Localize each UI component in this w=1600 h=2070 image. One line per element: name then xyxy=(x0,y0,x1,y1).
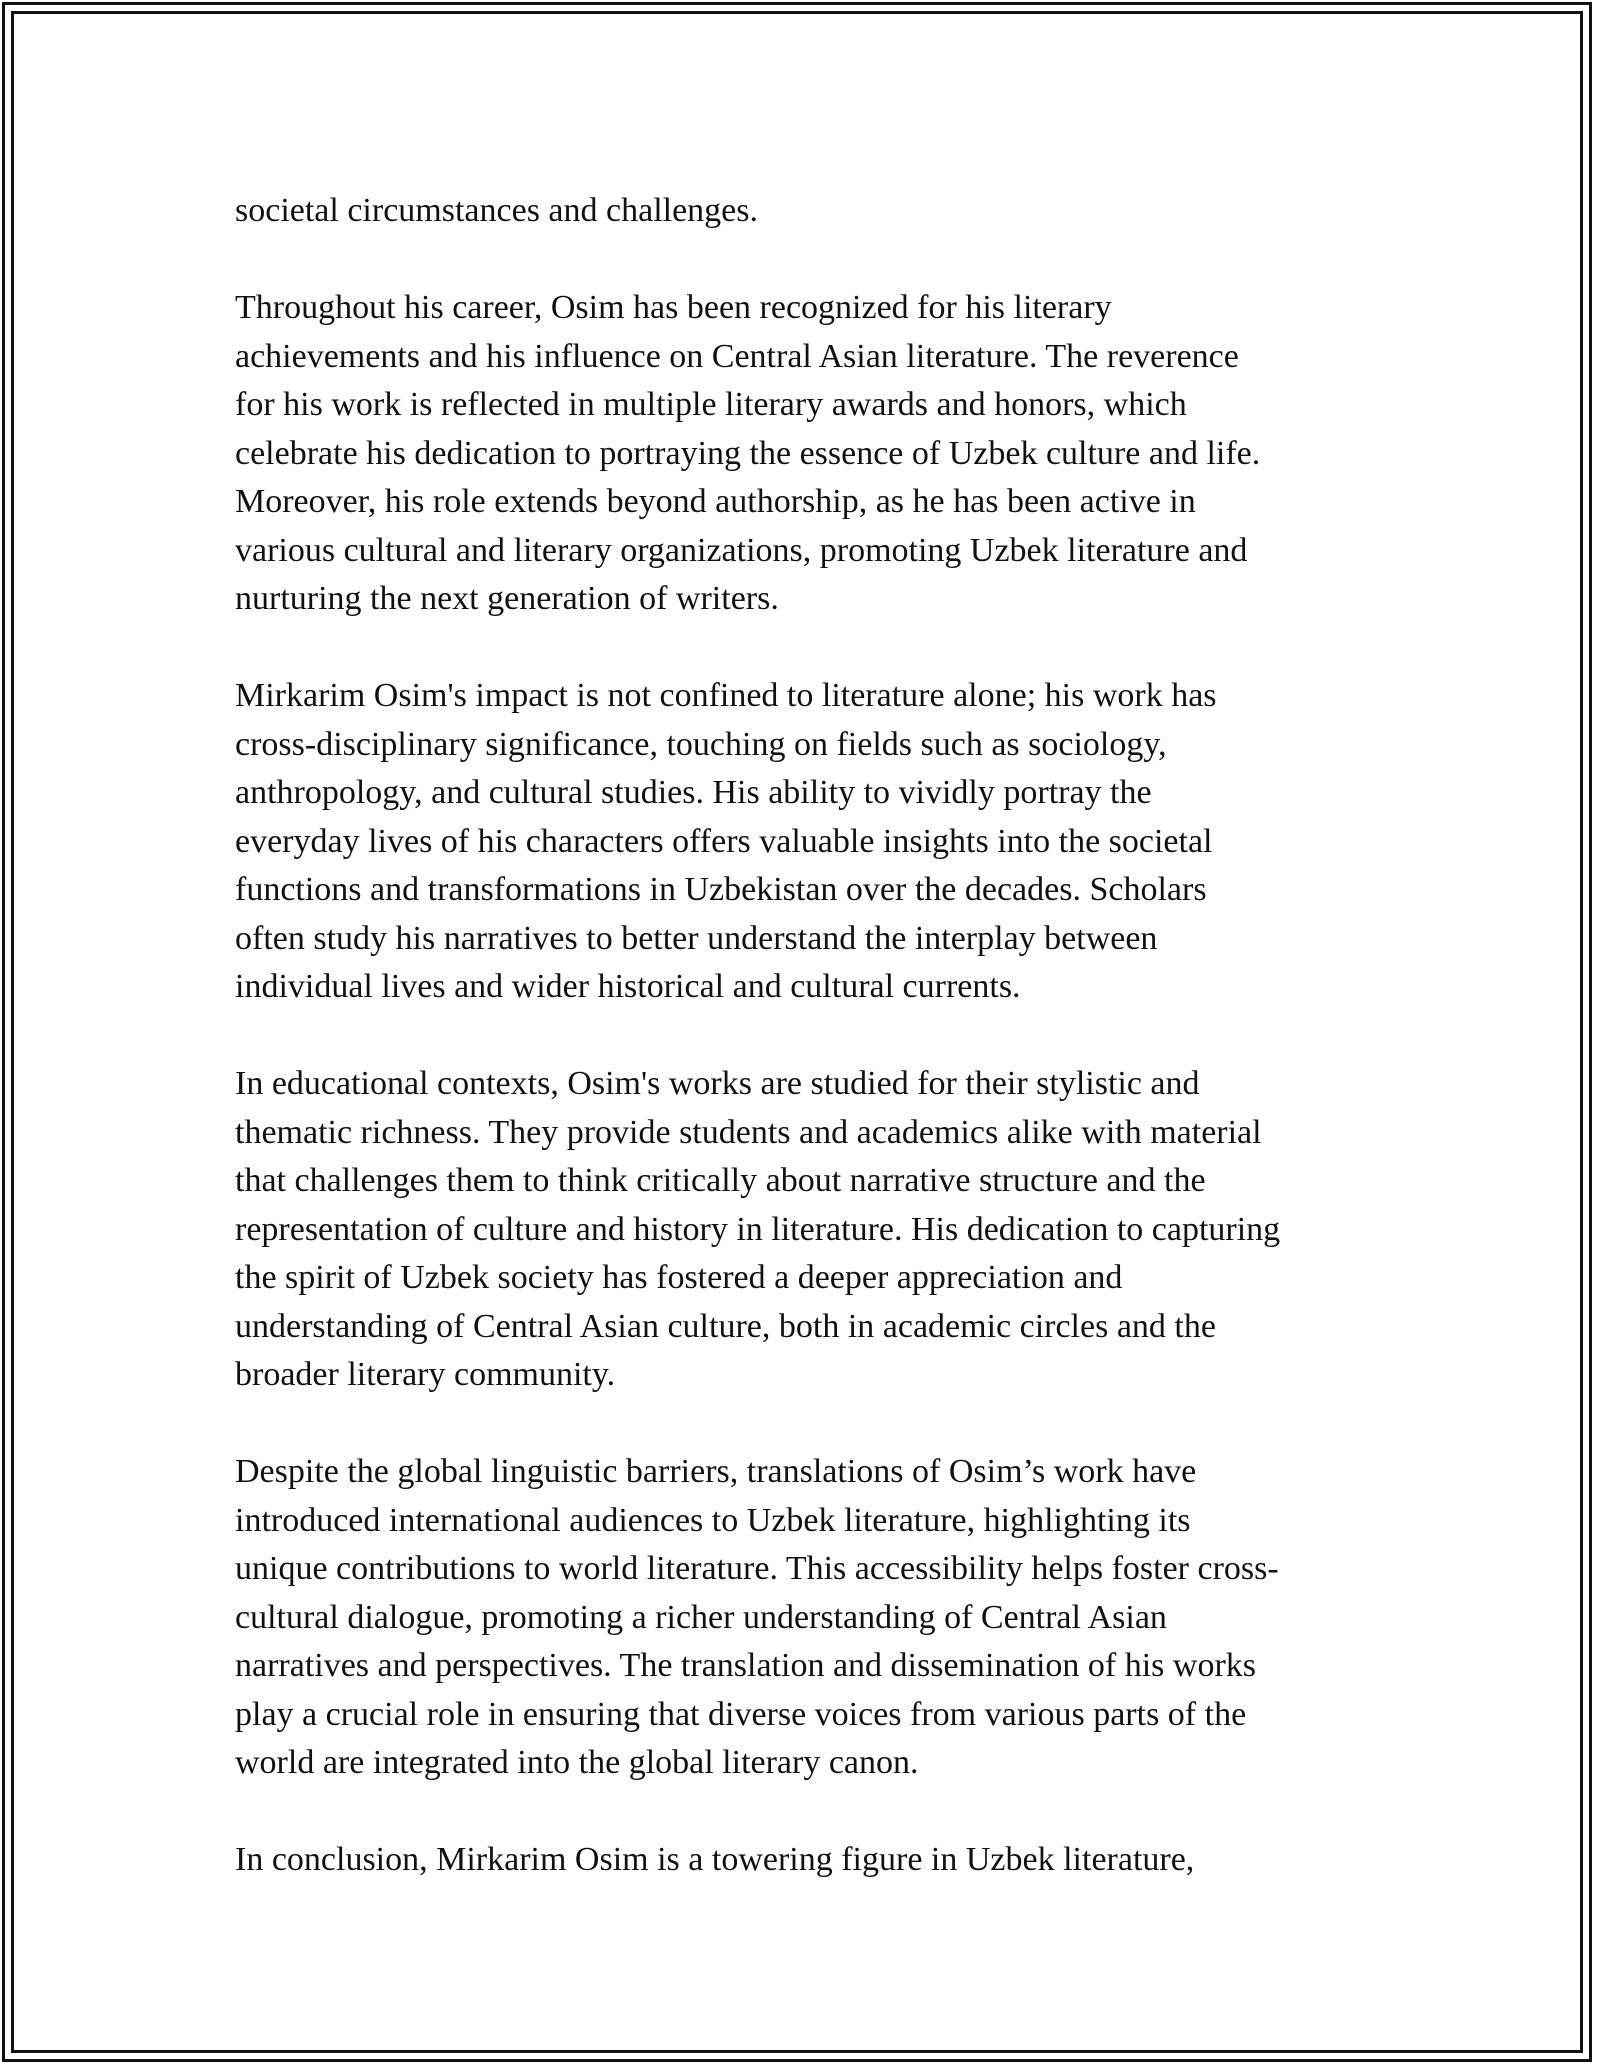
text-line: societal circumstances and challenges. xyxy=(235,192,758,229)
text-line: Mirkarim Osim's impact is not confined to literature alone; his work has xyxy=(235,677,1217,714)
text-line: cultural dialogue, promoting a richer understanding of Central Asian xyxy=(235,1598,1167,1636)
text-line: understanding of Central Asian culture, both in academic circles and the xyxy=(235,1307,1216,1345)
text-line: narratives and perspectives. The translation and dissemination of his works xyxy=(235,1647,1257,1684)
text-line: that challenges them to think critically about narrative structure and the xyxy=(235,1162,1206,1199)
text-line: play a crucial role in ensuring that diverse voices from various parts of the xyxy=(235,1695,1247,1733)
paragraph-1 xyxy=(235,187,1370,236)
text-line: everyday lives of his characters offers valuable insights into the societal xyxy=(235,822,1213,860)
paragraph-5 xyxy=(235,1448,1370,1788)
text-line: functions and transformations in Uzbekistan over the decades. Scholars xyxy=(235,871,1207,908)
text-line: the spirit of Uzbek society has fostered a deeper appreciation and xyxy=(235,1259,1123,1296)
text-line: celebrate his dedication to portraying the essence of Uzbek culture and life. xyxy=(235,434,1261,472)
text-line: nurturing the next generation of writers. xyxy=(235,580,779,617)
text-line: representation of culture and history in literature. His dedication to capturing xyxy=(235,1210,1281,1248)
text-line: for his work is reflected in multiple literary awards and honors, which xyxy=(235,386,1187,423)
text-line: achievements and his influence on Central Asian literature. The reverence xyxy=(235,337,1239,375)
text-line: Despite the global linguistic barriers, translations of Osim’s work have xyxy=(235,1453,1197,1490)
paragraph-4 xyxy=(235,1060,1370,1400)
text-line: often study his narratives to better understand the interplay between xyxy=(235,919,1158,957)
document-body xyxy=(235,187,1370,1885)
text-line: Throughout his career, Osim has been recognized for his literary xyxy=(235,289,1112,326)
paragraph-2 xyxy=(235,284,1370,624)
text-line: cross-disciplinary significance, touching on fields such as sociology, xyxy=(235,725,1167,763)
text-line: thematic richness. They provide students and academics alike with material xyxy=(235,1113,1262,1151)
text-line: In conclusion, Mirkarim Osim is a towering figure in Uzbek literature, xyxy=(235,1841,1195,1878)
text-line: unique contributions to world literature. This accessibility helps foster cross- xyxy=(235,1550,1279,1587)
text-line: Moreover, his role extends beyond authorship, as he has been active in xyxy=(235,483,1196,520)
text-line: broader literary community. xyxy=(235,1356,616,1393)
text-line: In educational contexts, Osim's works are studied for their stylistic and xyxy=(235,1065,1200,1102)
text-line: individual lives and wider historical and cultural currents. xyxy=(235,968,1021,1005)
text-line: various cultural and literary organizations, promoting Uzbek literature and xyxy=(235,531,1248,569)
text-line: introduced international audiences to Uzbek literature, highlighting its xyxy=(235,1501,1191,1539)
text-line: world are integrated into the global literary canon. xyxy=(235,1744,919,1781)
text-line: anthropology, and cultural studies. His ability to vividly portray the xyxy=(235,774,1152,811)
paragraph-3 xyxy=(235,672,1370,1012)
paragraph-6 xyxy=(235,1836,1370,1885)
